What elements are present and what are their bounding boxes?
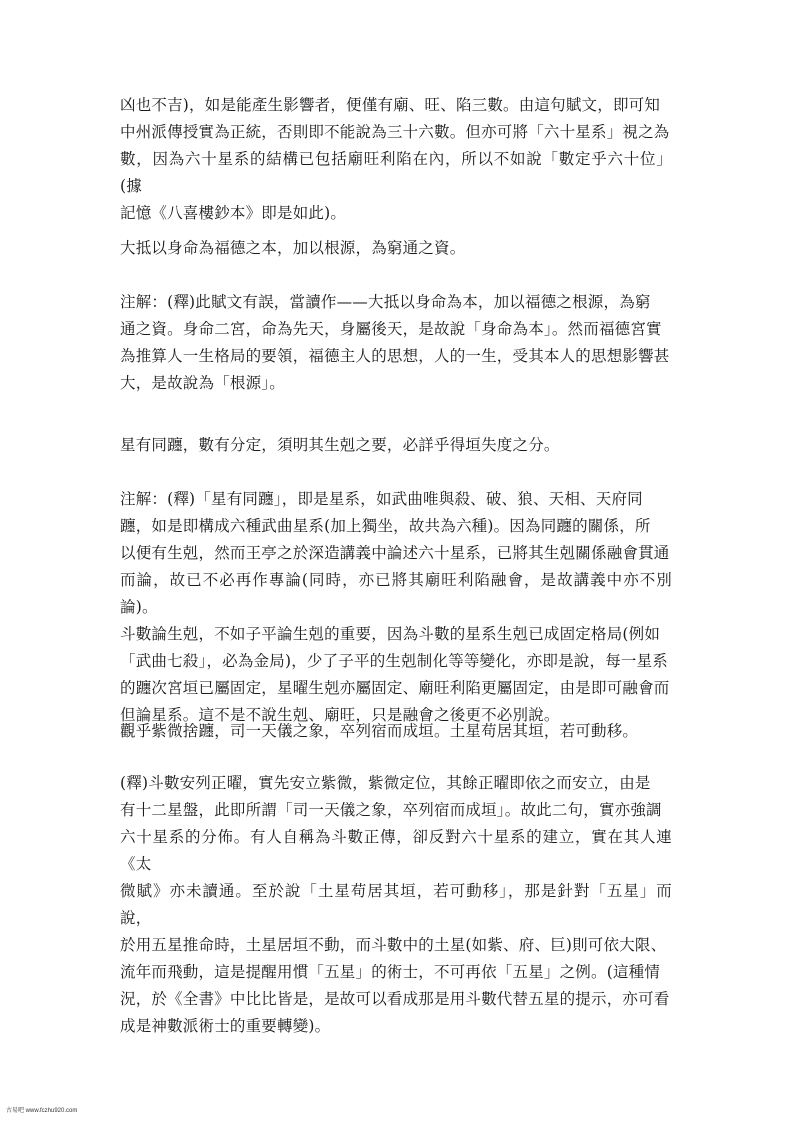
paragraph-4-verse: 星有同躔，數有分定，須明其生剋之要，必詳乎得垣失度之分。	[120, 436, 560, 454]
paragraph-3-commentary: 注解：(釋)此賦文有誤，當讀作——大抵以身命為本，加以福德之根源，為窮 通之資。身命二宮，命為先天，身屬後天，是故說「身命為本」。然而福德宮實 為推算人一生格局的要領，福德主人的思想，人的一生，受其本人的思想影響甚 大，是故說為「根源」。	[120, 293, 670, 392]
paragraph-6-verse: 觀乎紫微捨躔，司一天儀之象，卒列宿而成垣。土星苟居其垣，若可動移。	[120, 722, 639, 740]
footer-watermark: 古易吧 www.fczhu920.com	[6, 1108, 78, 1114]
paragraph-7-commentary: (釋)斗數安列正曜，實先安立紫微，紫微定位，其餘正曜即依之而安立，由是 有十二星盤，此即所謂「司一天儀之象，卒列宿而成垣」。故此二句，實亦強調 六十星系的分佈。有人自稱為斗數正傳，卻反對六十星系的建立，實在其人連《太 微賦》亦未讀通。至於說「土星苟居其垣，若可動移」，那是針對「五星」而說， 於用五星推命時，土星居垣不動，而斗數中的土星(如紫、府、巨)則可依大限、 流年而飛動，這是提醒用慣「五星」的術士，不可再依「五星」之例。(這種情 況，於《全書》中比比皆是，是故可以看成那是用斗數代替五星的提示，亦可看 成是神數派術士的重要轉變)。	[120, 774, 672, 1035]
paragraph-1: 凶也不吉)，如是能產生影響者，便僅有廟、旺、陷三數。由這句賦文，即可知 中州派傳授實為正統，否則即不能說為三十六數。但亦可將「六十星系」視之為 數，因為六十星系的結構已包括廟旺利陷在內，所以不如說「數定乎六十位」(據 記憶《八喜樓鈔本》即是如此)。	[120, 96, 672, 222]
paragraph-2-verse: 大抵以身命為福德之本，加以根源，為窮通之資。	[120, 239, 466, 257]
paragraph-5-commentary: 注解：(釋)「星有同躔」，即是星系，如武曲唯與殺、破、狼、天相、天府同 躔，如是即構成六種武曲星系(加上獨坐，故共為六種)。因為同躔的關係，所 以便有生剋，然而王亭之於深造講義中論述六十星系，已將其生剋關係融會貫通 而論，故已不必再作專論(同時，亦已將其廟旺利陷融會，是故講義中亦不別論)。 斗數論生剋，不如子平論生剋的重要，因為斗數的星系生剋已成固定格局(例如 「武曲七殺」，必為金局)，少了子平的生剋制化等等變化，亦即是說，每一星系 的躔次宮垣已屬固定，星曜生剋亦屬固定、廟旺利陷更屬固定，由是即可融會而 但論星系。這不是不說生剋、廟旺，只是融會之後更不必別說。	[120, 490, 672, 724]
